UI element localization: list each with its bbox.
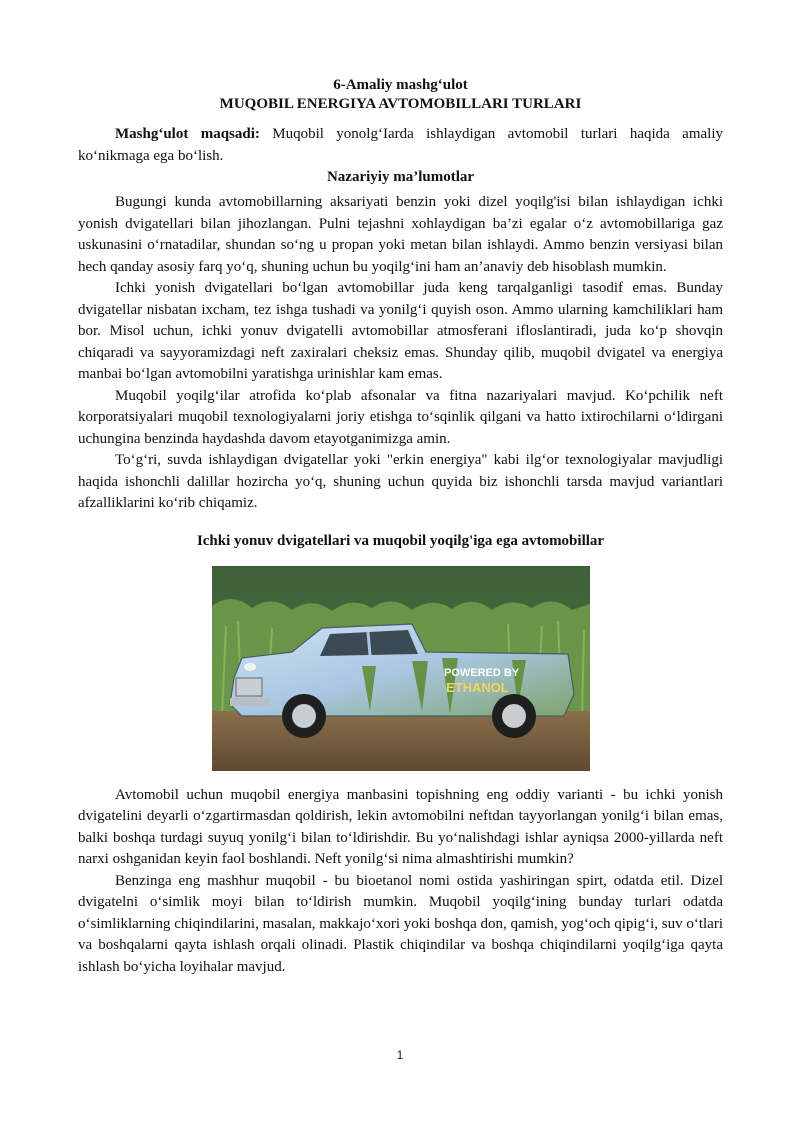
paragraph: Avtomobil uchun muqobil energiya manbasini topishning eng oddiy varianti - bu ichki yonish dvigatelini deyarli o‘zgartirmasdan qoldirish, lekin avtomobilni neftdan tayyorlangan yonilg‘i bilan emas, balki boshqa turdagi suyuq yonilg‘i bilan to‘ldirishdir. Bu yo‘nalishdagi ishlar ayniqsa 2000-yillarda neft narxi oshganidan keyin faol boshlandi. Neft yonilg‘si nima almashtirishi mumkin? <box>78 786 723 867</box>
decal-text-bottom: ETHANOL <box>445 679 509 695</box>
section-heading-vehicles: Ichki yonuv dvigatellari va muqobil yoqilg'iga ega avtomobillar <box>196 532 605 549</box>
ethanol-truck-image <box>212 566 590 771</box>
paragraph: Bugungi kunda avtomobillarning aksariyati benzin yoki dizel yoqilg'isi bilan ishlaydigan ichki yonish dvigatellari bilan jihozlangan. Pulni tejashni xohlaydigan ba’zi egalar o‘z avtomobillariga gaz uskunasini o‘rnatadilar, shundan so‘ng u propan yoki metan bilan ishlaydi. Ammo benzin versiyasi bilan hech qanday asosiy farq yo‘q, shuning uchun bu yoqilg‘ini ham an’anaviy deb hisoblash mumkin. <box>78 194 723 275</box>
paragraph: Benzinga eng mashhur muqobil - bu bioetanol nomi ostida yashiringan spirt, odatda etil. Dizel dvigatelni o‘simlik moyi bilan to‘ldirish mumkin. Muqobil yoqilg‘ining bunday turlari odatda o‘simliklarning chiqindilarini, masalan, makkajo‘xori yoki boshqa don, qamish, yog‘och qipig‘i, suv o‘tlari va boshqalarni qayta ishlash orqali olinadi. Plastik chiqindilar va boshqa chiqindilarni yoqilg‘iga qayta ishlash bo‘yicha loyihalar mavjud. <box>78 872 723 975</box>
lesson-goal <box>78 124 723 167</box>
goal-text: Muqobil yonolg‘Iarda ishlaydigan avtomobil turlari haqida amaliy ko‘nikmaga ega bo‘lish. <box>78 126 723 164</box>
goal-label: Mashg‘ulot maqsadi: <box>115 126 260 142</box>
section-heading-theory: Nazariyiy ma’lumotlar <box>326 169 475 185</box>
paragraph: Muqobil yoqilg‘ilar atrofida ko‘plab afsonalar va fitna nazariyalari mavjud. Ko‘pchilik neft korporatsiyalari muqobil texnologiyalarni joriy etishga to‘sqinlik qilgani va hatto ixtirochilarni o‘ldirgani uchungina benzinda haydashda davom etayotganimizga amin. <box>78 387 723 447</box>
page-title: MUQOBIL ENERGIYA AVTOMOBILLARI TURLARI <box>219 96 582 112</box>
paragraph: Ichki yonish dvigatellari bo‘lgan avtomobillar juda keng tarqalganligi tasodif emas. Bunday dvigatellar nisbatan ixcham, tez ishga tushadi va yonilg‘i quyish oson. Ammo ularning kamchiliklari ham bor. Misol uchun, ichki yonuv dvigatelli avtomobillar atmosferani ifloslantiradi, juda ko‘p shovqin chiqaradi va sayyoramizdagi neft zaxiralari cheksiz emas. Shunday qilib, muqobil dvigatel va energiya manbai bo‘lgan avtomobilni yaratishga urinishlar kam emas. <box>78 280 723 382</box>
lesson-number: 6-Amaliy mashg‘ulot <box>333 77 468 93</box>
page-number: 1 <box>396 1048 404 1062</box>
decal-text-top: POWERED BY <box>443 666 519 679</box>
document-page <box>78 76 723 978</box>
paragraph: To‘g‘ri, suvda ishlaydigan dvigatellar yoki "erkin energiya" kabi ilg‘or texnologiyalar mavjudligi haqida ishonchli dalillar hozircha yo‘q, shuning uchun quyida biz ishonchli tarsda mavjud variantlari afzalliklarini ko‘rib chiqamiz. <box>78 452 723 511</box>
